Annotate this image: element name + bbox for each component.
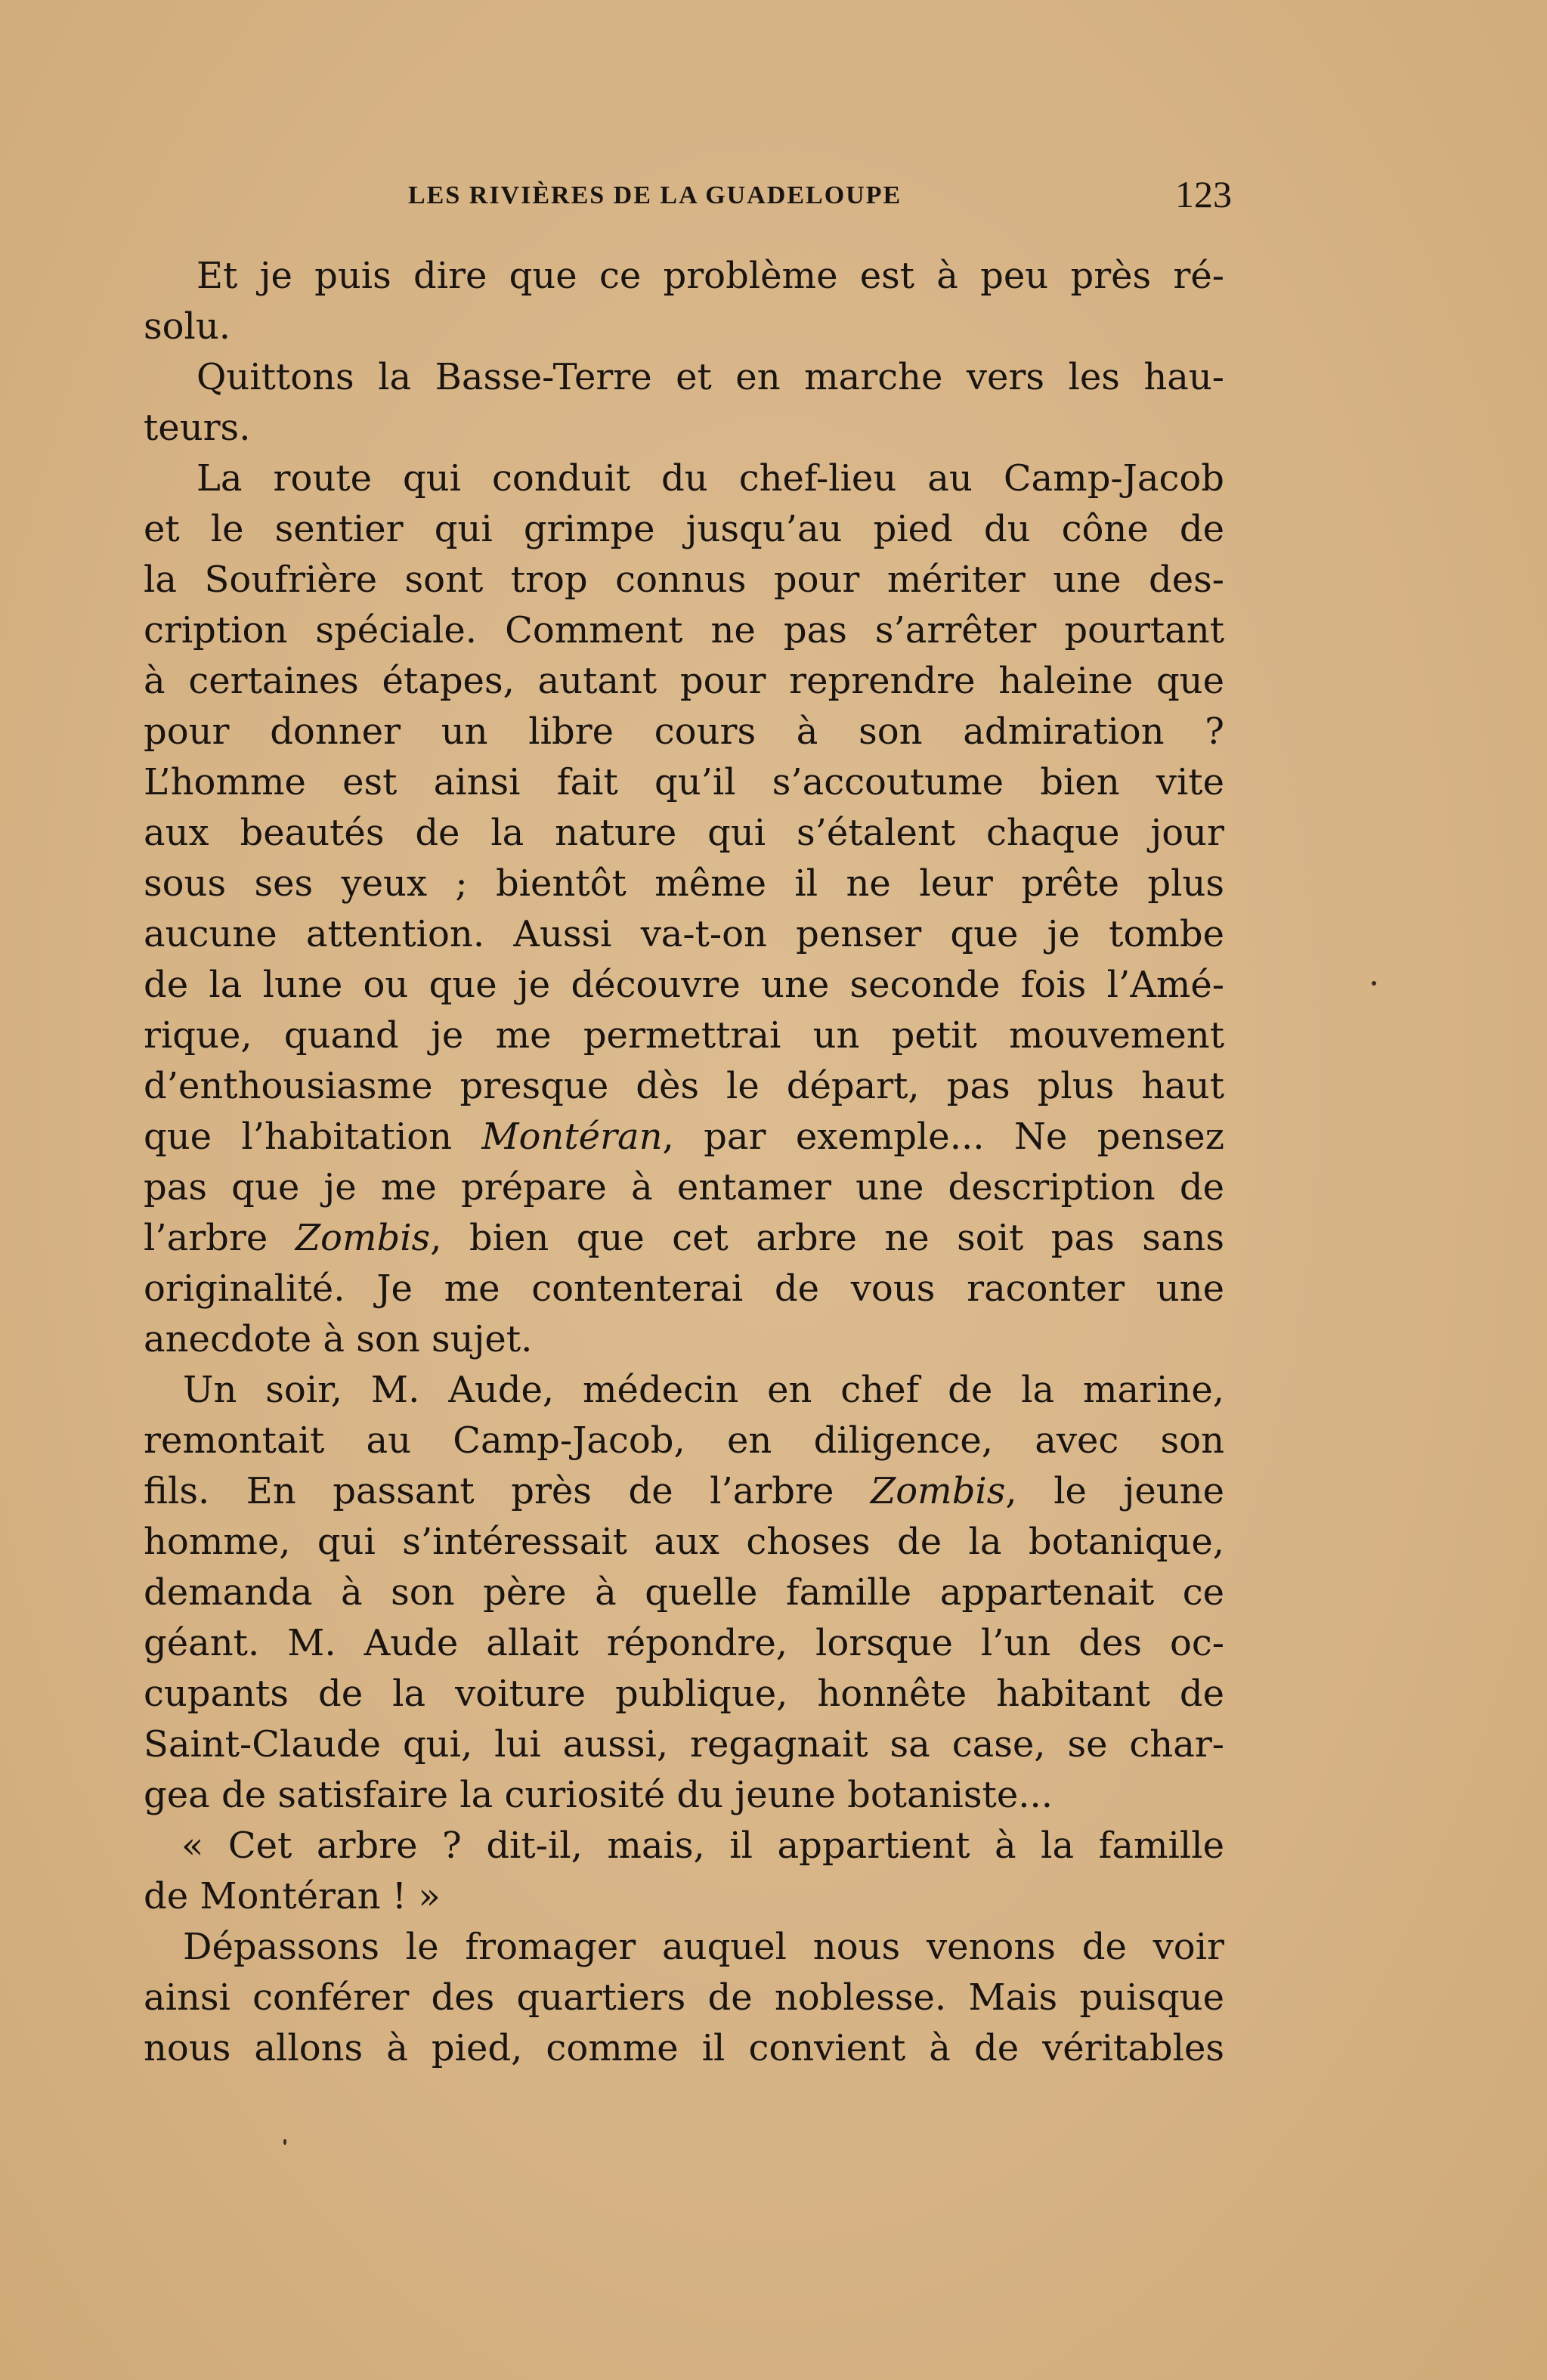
italic-name: Zombis xyxy=(295,1217,431,1259)
text-line: pas que je me prépare à entamer une description de xyxy=(144,1166,1224,1209)
text-line: et le sentier qui grimpe jusqu’au pied du cône de xyxy=(144,508,1224,550)
text-line: « Cet arbre ? dit-il, mais, il appartient à la famille xyxy=(181,1824,1224,1867)
text-line: géant. M. Aude allait répondre, lorsque l’un des oc- xyxy=(144,1622,1224,1664)
text-line: La route qui conduit du chef-lieu au Camp-Jacob xyxy=(196,457,1224,500)
text-line: Quittons la Basse-Terre et en marche vers les hau- xyxy=(196,356,1224,398)
italic-name: Montéran xyxy=(481,1116,663,1158)
paper-speck xyxy=(283,2139,286,2145)
text-line: gea de satisfaire la curiosité du jeune botaniste... xyxy=(144,1774,1053,1816)
text-line: l’arbre Zombis, bien que cet arbre ne soit pas sans xyxy=(144,1217,1224,1259)
running-head xyxy=(144,172,1232,218)
text-line: ainsi conférer des quartiers de noblesse. Mais puisque xyxy=(144,1976,1224,2019)
text-line: Dépassons le fromager auquel nous venons de voir xyxy=(183,1926,1224,1968)
text-line: de Montéran ! » xyxy=(144,1875,441,1917)
text-line: remontait au Camp-Jacob, en diligence, avec son xyxy=(144,1419,1224,1462)
text-line: rique, quand je me permettrai un petit mouvement xyxy=(144,1014,1224,1057)
text-line: à certaines étapes, autant pour reprendre haleine que xyxy=(144,660,1224,702)
text-line: solu. xyxy=(144,305,231,348)
text-line: originalité. Je me contenterai de vous raconter une xyxy=(144,1267,1224,1310)
paper-speck xyxy=(1372,981,1376,986)
text-line: cupants de la voiture publique, honnête habitant de xyxy=(144,1673,1224,1715)
italic-name: Zombis xyxy=(870,1470,1006,1512)
text-line: anecdote à son sujet. xyxy=(144,1318,533,1360)
running-head-title: LES RIVIÈRES DE LA GUADELOUPE xyxy=(408,181,902,209)
text-line: L’homme est ainsi fait qu’il s’accoutume bien vite xyxy=(144,761,1224,803)
page-number: 123 xyxy=(1175,173,1232,215)
text-line: pour donner un libre cours à son admiration ? xyxy=(144,710,1224,753)
text-line: homme, qui s’intéressait aux choses de la botanique, xyxy=(144,1521,1224,1563)
text-line: demanda à son père à quelle famille appartenait ce xyxy=(144,1571,1224,1614)
text-line: nous allons à pied, comme il convient à de véritables xyxy=(144,2027,1224,2069)
body-text xyxy=(144,251,1224,2074)
text-line: Un soir, M. Aude, médecin en chef de la marine, xyxy=(183,1369,1224,1411)
text-line: que l’habitation Montéran, par exemple... Ne pensez xyxy=(144,1116,1224,1158)
text-line: la Soufrière sont trop connus pour mériter une des- xyxy=(144,559,1224,601)
text-line: sous ses yeux ; bientôt même il ne leur prête plus xyxy=(144,862,1224,905)
text-line: aux beautés de la nature qui s’étalent chaque jour xyxy=(144,812,1224,854)
text-line: aucune attention. Aussi va-t-on penser que je tombe xyxy=(144,913,1224,955)
text-line: d’enthousiasme presque dès le départ, pas plus haut xyxy=(144,1065,1224,1107)
text-line: de la lune ou que je découvre une seconde fois l’Amé- xyxy=(144,964,1224,1006)
text-line: Et je puis dire que ce problème est à peu près ré- xyxy=(196,255,1224,297)
text-line: cription spéciale. Comment ne pas s’arrêter pourtant xyxy=(144,609,1224,651)
text-line: teurs. xyxy=(144,407,251,449)
text-line: Saint-Claude qui, lui aussi, regagnait sa case, se char- xyxy=(144,1723,1224,1766)
text-line: fils. En passant près de l’arbre Zombis, le jeune xyxy=(144,1470,1225,1512)
